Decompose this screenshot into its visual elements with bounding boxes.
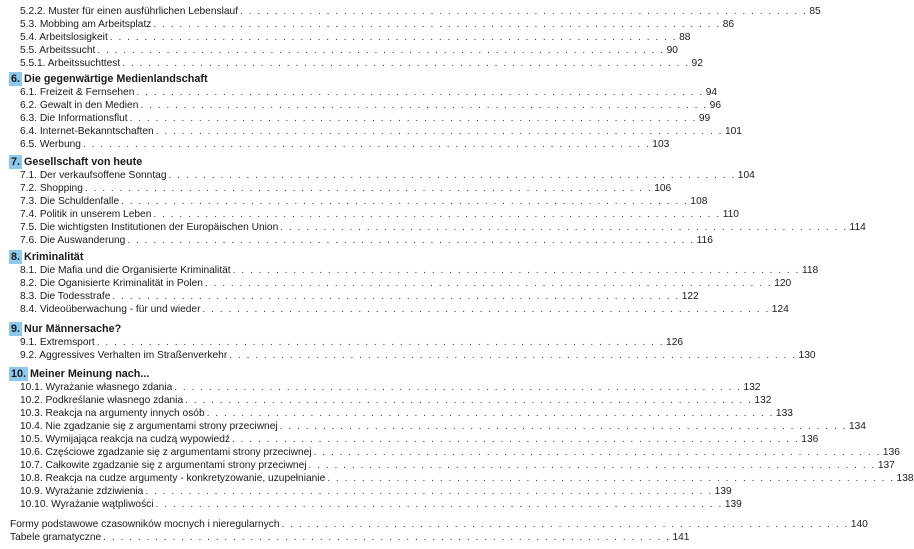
toc-entry[interactable]: [0, 446, 900, 459]
toc-entry[interactable]: [0, 290, 699, 303]
dot-leader: . . . . . . . . . . . . . . . . . . . . . . . . . . . . . . . . . . . . . . . . . . . . . . . . . . . . . . . . . . . . . . . . . .: [145, 486, 713, 497]
toc-entry[interactable]: [0, 169, 755, 182]
toc-entry-title: 7.2. Shopping: [20, 183, 83, 194]
toc-entry[interactable]: [0, 234, 713, 247]
toc-entry-page: 101: [724, 126, 742, 137]
dot-leader: . . . . . . . . . . . . . . . . . . . . . . . . . . . . . . . . . . . . . . . . . . . . . . . . . . . . . . . . . . . . . . . . . .: [121, 196, 689, 207]
section-number: 10.: [11, 368, 27, 380]
section-number: 9.: [11, 323, 21, 335]
section-title: Gesellschaft von heute: [24, 156, 143, 168]
toc-entry-title: 6.3. Die Informationsflut: [20, 113, 128, 124]
toc-entry-page: 124: [771, 304, 789, 315]
dot-leader: . . . . . . . . . . . . . . . . . . . . . . . . . . . . . . . . . . . . . . . . . . . . . . . . . . . . . . . . . . . . . . . . . .: [96, 337, 665, 348]
toc-entry[interactable]: [0, 57, 703, 70]
dot-leader: . . . . . . . . . . . . . . . . . . . . . . . . . . . . . . . . . . . . . . . . . . . . . . . . . . . . . . . . . . . . . . . . . .: [202, 304, 770, 315]
toc-entry-title: 7.5. Die wichtigsten Institutionen der Europäischen Union: [20, 222, 279, 233]
dot-leader: . . . . . . . . . . . . . . . . . . . . . . . . . . . . . . . . . . . . . . . . . . . . . . . . . . . . . . . . . . . . . . . . . .: [232, 265, 800, 276]
toc-entry-page: 136: [801, 434, 819, 445]
toc-entry[interactable]: [0, 349, 816, 362]
toc-entry-title: 10.8. Reakcja na cudze argumenty - konkretyzowanie, uzupełnianie: [20, 473, 326, 484]
dot-leader: . . . . . . . . . . . . . . . . . . . . . . . . . . . . . . . . . . . . . . . . . . . . . . . . . . . . . . . . . . . . . . . . . .: [204, 278, 773, 289]
toc-entry-title: Formy podstawowe czasowników mocnych i nieregularnych: [10, 519, 280, 530]
toc-entry[interactable]: [0, 531, 690, 544]
dot-leader: . . . . . . . . . . . . . . . . . . . . . . . . . . . . . . . . . . . . . . . . . . . . . . . . . . . . . . . . . . . . . . . . . .: [308, 460, 876, 471]
toc-entry-page: 133: [775, 408, 793, 419]
toc-entry-title: 8.4. Videoüberwachung - für und wieder: [20, 304, 201, 315]
toc-entry-title: 10.2. Podkreślanie własnego zdania: [20, 395, 184, 406]
toc-entry[interactable]: [0, 18, 735, 31]
toc-entry[interactable]: [0, 31, 691, 44]
toc-entry-page: 85: [809, 6, 821, 17]
toc-entry-title: 9.1. Extremsport: [20, 337, 95, 348]
toc-entry-title: 6.2. Gewalt in den Medien: [20, 100, 139, 111]
toc-entry-page: 106: [654, 183, 672, 194]
toc-entry-page: 122: [681, 291, 699, 302]
dot-leader: . . . . . . . . . . . . . . . . . . . . . . . . . . . . . . . . . . . . . . . . . . . . . . . . . . . . . . . . . . . . . . . . . .: [153, 209, 721, 220]
toc-entry[interactable]: [0, 303, 789, 316]
toc-entry[interactable]: [0, 433, 819, 446]
dot-leader: . . . . . . . . . . . . . . . . . . . . . . . . . . . . . . . . . . . . . . . . . . . . . . . . . . . . . . . . . . . . . . . . . .: [185, 395, 753, 406]
toc-entry-title: 5.2.2. Muster für einen ausführlichen Lebenslauf: [20, 6, 239, 17]
toc-entry[interactable]: [0, 264, 819, 277]
toc-entry-title: 7.6. Die Auswanderung: [20, 235, 126, 246]
toc-entry[interactable]: [0, 208, 739, 221]
toc-entry-page: 138: [896, 473, 914, 484]
dot-leader: . . . . . . . . . . . . . . . . . . . . . . . . . . . . . . . . . . . . . . . . . . . . . . . . . . . . . . . . . . . . . . . . . .: [127, 235, 695, 246]
toc-entry[interactable]: [0, 459, 895, 472]
dot-leader: . . . . . . . . . . . . . . . . . . . . . . . . . . . . . . . . . . . . . . . . . . . . . . . . . . . . . . . . . . . . . . . . . .: [168, 170, 736, 181]
toc-entry[interactable]: [0, 472, 914, 485]
dot-leader: . . . . . . . . . . . . . . . . . . . . . . . . . . . . . . . . . . . . . . . . . . . . . . . . . . . . . . . . . . . . . . . . . .: [231, 434, 800, 445]
toc-entry-page: 130: [798, 350, 816, 361]
dot-leader: . . . . . . . . . . . . . . . . . . . . . . . . . . . . . . . . . . . . . . . . . . . . . . . . . . . . . . . . . . . . . . . . . .: [112, 291, 680, 302]
toc-entry[interactable]: [0, 86, 718, 99]
toc-entry-page: 99: [698, 113, 711, 124]
toc-entry-page: 96: [709, 100, 722, 111]
dot-leader: . . . . . . . . . . . . . . . . . . . . . . . . . . . . . . . . . . . . . . . . . . . . . . . . . . . . . . . . . . . . . . . . . .: [327, 473, 895, 484]
dot-leader: . . . . . . . . . . . . . . . . . . . . . . . . . . . . . . . . . . . . . . . . . . . . . . . . . . . . . . . . . . . . . . . . . .: [240, 6, 808, 17]
toc-entry-title: 7.4. Politik in unserem Leben: [20, 209, 152, 220]
section-heading[interactable]: [9, 155, 142, 169]
toc-entry-page: 132: [743, 382, 761, 393]
toc-entry[interactable]: [0, 336, 684, 349]
section-heading[interactable]: [9, 367, 149, 381]
toc-entry-title: 5.5. Arbeitssucht: [20, 45, 96, 56]
toc-entry-title: 8.2. Die Oganisierte Kriminalität in Polen: [20, 278, 203, 289]
toc-entry[interactable]: [0, 125, 742, 138]
toc-entry-title: Tabele gramatyczne: [10, 532, 102, 543]
toc-entry-page: 104: [737, 170, 755, 181]
dot-leader: . . . . . . . . . . . . . . . . . . . . . . . . . . . . . . . . . . . . . . . . . . . . . . . . . . . . . . . . . . . . . . . . . .: [97, 45, 665, 56]
dot-leader: . . . . . . . . . . . . . . . . . . . . . . . . . . . . . . . . . . . . . . . . . . . . . . . . . . . . . . . . . . . . . . . . . .: [82, 139, 651, 150]
toc-entry-page: 110: [722, 209, 739, 220]
toc-entry-page: 139: [724, 499, 742, 510]
section-number: 7.: [11, 156, 21, 168]
toc-entry-page: 136: [882, 447, 900, 458]
dot-leader: . . . . . . . . . . . . . . . . . . . . . . . . . . . . . . . . . . . . . . . . . . . . . . . . . . . . . . . . . . . . . . . . . .: [109, 32, 678, 43]
toc-entry-title: 9.2. Aggressives Verhalten im Straßenverkehr: [20, 350, 228, 361]
toc-entry-title: 5.4. Arbeitslosigkeit: [20, 32, 108, 43]
dot-leader: . . . . . . . . . . . . . . . . . . . . . . . . . . . . . . . . . . . . . . . . . . . . . . . . . . . . . . . . . . . . . . . . . .: [153, 19, 721, 30]
toc-entry[interactable]: [0, 112, 711, 125]
toc-entry[interactable]: [0, 138, 670, 151]
toc-entry-title: 10.3. Reakcja na argumenty innych osób: [20, 408, 205, 419]
toc-entry-page: 120: [774, 278, 792, 289]
dot-leader: . . . . . . . . . . . . . . . . . . . . . . . . . . . . . . . . . . . . . . . . . . . . . . . . . . . . . . . . . . . . . . . . . .: [103, 532, 671, 543]
toc-entry-title: 6.1. Freizeit & Fernsehen: [20, 87, 135, 98]
toc-entry-title: 10.6. Częściowe zgadzanie się z argumentami strony przeciwnej: [20, 447, 312, 458]
toc-entry-title: 10.5. Wymijająca reakcja na cudzą wypowiedź: [20, 434, 230, 445]
dot-leader: . . . . . . . . . . . . . . . . . . . . . . . . . . . . . . . . . . . . . . . . . . . . . . . . . . . . . . . . . . . . . . . . . .: [129, 113, 697, 124]
dot-leader: . . . . . . . . . . . . . . . . . . . . . . . . . . . . . . . . . . . . . . . . . . . . . . . . . . . . . . . . . . . . . . . . . .: [140, 100, 708, 111]
toc-entry-page: 126: [666, 337, 684, 348]
section-heading[interactable]: [9, 322, 121, 336]
toc-entry[interactable]: [0, 498, 742, 511]
toc-entry[interactable]: [0, 394, 772, 407]
toc-entry-title: 8.3. Die Todesstrafe: [20, 291, 111, 302]
dot-leader: . . . . . . . . . . . . . . . . . . . . . . . . . . . . . . . . . . . . . . . . . . . . . . . . . . . . . . . . . . . . . . . . . .: [155, 499, 723, 510]
dot-leader: . . . . . . . . . . . . . . . . . . . . . . . . . . . . . . . . . . . . . . . . . . . . . . . . . . . . . . . . . . . . . . . . . .: [122, 58, 690, 69]
toc-entry[interactable]: [0, 277, 792, 290]
toc-entry-page: 140: [850, 519, 868, 530]
dot-leader: . . . . . . . . . . . . . . . . . . . . . . . . . . . . . . . . . . . . . . . . . . . . . . . . . . . . . . . . . . . . . . . . . .: [206, 408, 774, 419]
toc-entry-page: 103: [652, 139, 670, 150]
toc-entry-page: 114: [849, 222, 866, 233]
toc-entry-page: 118: [801, 265, 819, 276]
section-title: Die gegenwärtige Medienlandschaft: [24, 73, 208, 85]
toc-entry[interactable]: [0, 485, 732, 498]
section-title: Kriminalität: [24, 251, 84, 263]
toc-entry[interactable]: [0, 44, 678, 57]
toc-entry[interactable]: [0, 5, 821, 18]
toc-entry-title: 5.5.1. Arbeitssuchttest: [20, 58, 121, 69]
toc-entry-title: 10.1. Wyrażanie własnego zdania: [20, 382, 173, 393]
toc-entry[interactable]: [0, 420, 866, 433]
toc-entry-page: 141: [672, 532, 690, 543]
toc-entry-page: 86: [722, 19, 735, 30]
dot-leader: . . . . . . . . . . . . . . . . . . . . . . . . . . . . . . . . . . . . . . . . . . . . . . . . . . . . . . . . . . . . . . . . . .: [136, 87, 704, 98]
toc-entry-title: 6.5. Werbung: [20, 139, 81, 150]
toc-entry[interactable]: [0, 407, 793, 420]
toc-entry-page: 92: [691, 58, 703, 69]
section-number: 6.: [11, 73, 21, 85]
toc-entry-page: 132: [754, 395, 772, 406]
dot-leader: . . . . . . . . . . . . . . . . . . . . . . . . . . . . . . . . . . . . . . . . . . . . . . . . . . . . . . . . . . . . . . . . . .: [280, 222, 848, 233]
dot-leader: . . . . . . . . . . . . . . . . . . . . . . . . . . . . . . . . . . . . . . . . . . . . . . . . . . . . . . . . . . . . . . . . . .: [155, 126, 723, 137]
toc-entry-title: 6.4. Internet-Bekanntschaften: [20, 126, 154, 137]
toc-entry[interactable]: [0, 381, 761, 394]
section-number: 8.: [11, 251, 21, 263]
toc-entry-title: 10.10. Wyrażanie wątpliwości: [20, 499, 154, 510]
toc-entry-page: 137: [877, 460, 895, 471]
toc-entry-title: 8.1. Die Mafia und die Organisierte Kriminalität: [20, 265, 231, 276]
toc-entry-title: 7.3. Die Schuldenfalle: [20, 196, 120, 207]
toc-entry[interactable]: [0, 195, 708, 208]
toc-entry-title: 10.4. Nie zgadzanie się z argumentami strony przeciwnej: [20, 421, 278, 432]
toc-entry-title: 10.9. Wyrażanie zdziwienia: [20, 486, 144, 497]
toc-entry[interactable]: [0, 221, 866, 234]
toc-entry[interactable]: [0, 99, 722, 112]
section-title: Meiner Meinung nach...: [30, 368, 150, 380]
toc-entry-title: 10.7. Całkowite zgadzanie się z argumentami strony przeciwnej: [20, 460, 307, 471]
toc-entry-page: 116: [696, 235, 713, 246]
toc-entry-page: 90: [666, 45, 678, 56]
dot-leader: . . . . . . . . . . . . . . . . . . . . . . . . . . . . . . . . . . . . . . . . . . . . . . . . . . . . . . . . . . . . . . . . . .: [279, 421, 847, 432]
toc-entry[interactable]: [0, 182, 672, 195]
dot-leader: . . . . . . . . . . . . . . . . . . . . . . . . . . . . . . . . . . . . . . . . . . . . . . . . . . . . . . . . . . . . . . . . . .: [281, 519, 849, 530]
toc-entry[interactable]: [0, 518, 868, 531]
toc-entry-page: 94: [705, 87, 718, 98]
toc-entry-page: 108: [690, 196, 708, 207]
dot-leader: . . . . . . . . . . . . . . . . . . . . . . . . . . . . . . . . . . . . . . . . . . . . . . . . . . . . . . . . . . . . . . . . . .: [313, 447, 881, 458]
toc-entry-title: 7.1. Der verkaufsoffene Sonntag: [20, 170, 167, 181]
section-title: Nur Männersache?: [24, 323, 122, 335]
toc-entry-page: 134: [848, 421, 866, 432]
toc-entry-title: 5.3. Mobbing am Arbeitsplatz: [20, 19, 152, 30]
section-heading[interactable]: [9, 72, 208, 86]
toc-entry-page: 88: [679, 32, 691, 43]
dot-leader: . . . . . . . . . . . . . . . . . . . . . . . . . . . . . . . . . . . . . . . . . . . . . . . . . . . . . . . . . . . . . . . . . .: [229, 350, 797, 361]
section-heading[interactable]: [9, 250, 83, 264]
dot-leader: . . . . . . . . . . . . . . . . . . . . . . . . . . . . . . . . . . . . . . . . . . . . . . . . . . . . . . . . . . . . . . . . . .: [174, 382, 742, 393]
dot-leader: . . . . . . . . . . . . . . . . . . . . . . . . . . . . . . . . . . . . . . . . . . . . . . . . . . . . . . . . . . . . . . . . . .: [84, 183, 653, 194]
toc-entry-page: 139: [714, 486, 732, 497]
